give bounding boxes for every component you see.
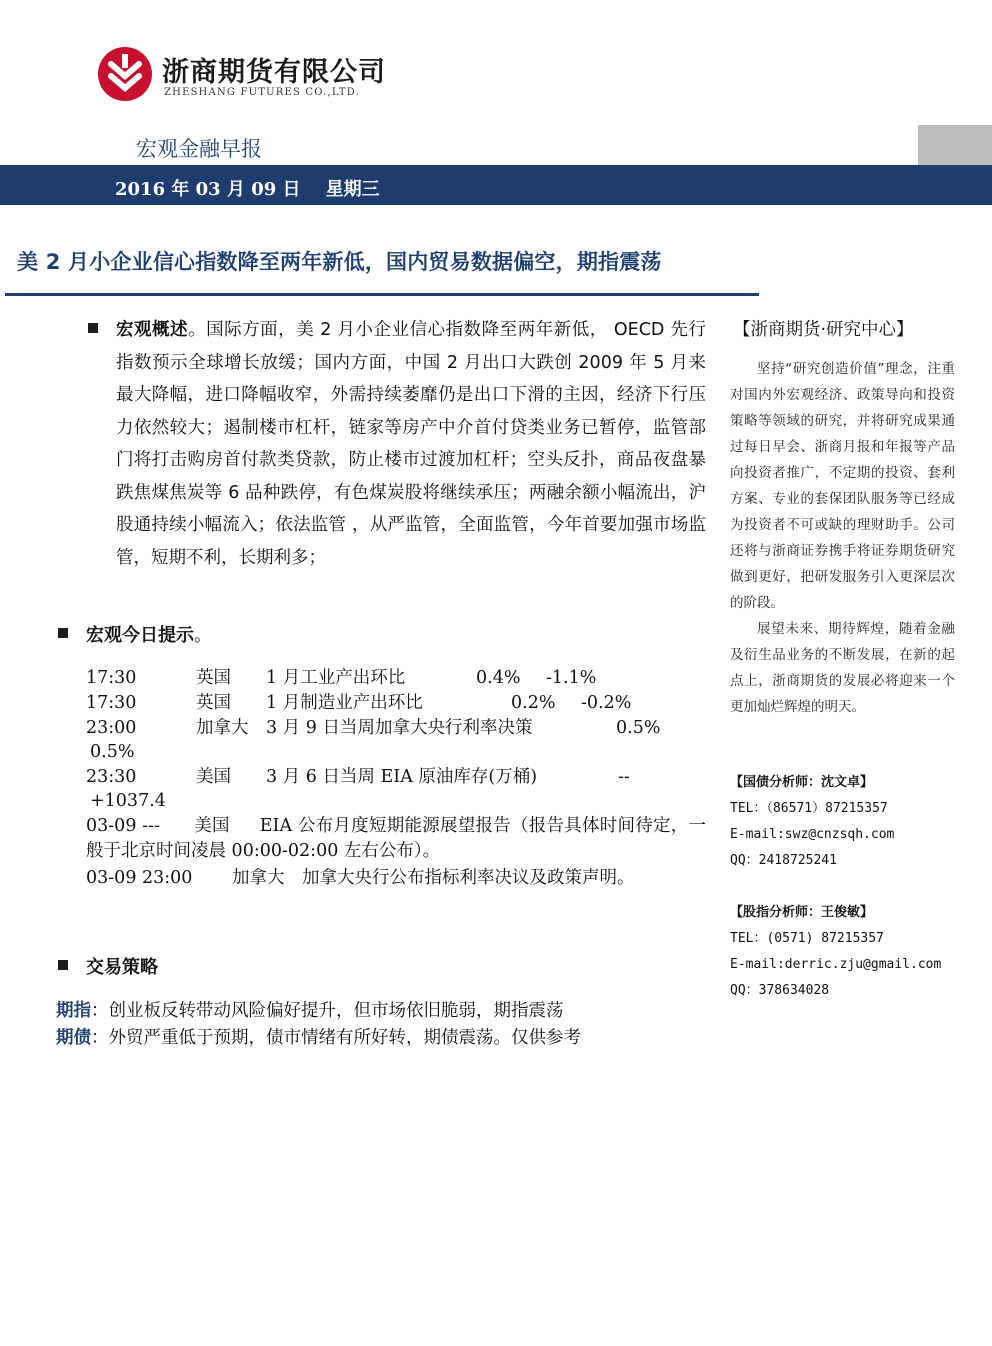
strategy-bullet xyxy=(58,960,68,970)
calendar-value: 0.5% xyxy=(616,718,661,738)
calendar-time: 23:00 xyxy=(86,718,137,738)
calendar-country: 英国 xyxy=(196,668,231,688)
header-decoration xyxy=(918,125,992,165)
strategy-text: ：外贸严重低于预期，债市情绪有所好转，期债震荡。仅供参考 xyxy=(91,1028,581,1048)
calendar-value: -0.2% xyxy=(581,693,632,713)
report-name: 宏观金融早报 xyxy=(136,137,262,161)
calendar-row xyxy=(86,716,710,765)
calendar-time: 17:30 xyxy=(86,693,137,713)
report-date: 2016 年 03 月 09 日 星期三 xyxy=(115,179,380,200)
strategy-label: 期债 xyxy=(56,1028,91,1048)
calendar-row xyxy=(86,866,710,891)
overview-text: 。国际方面，美 2 月小企业信心指数降至两年新低， OECD 先行指数预示全球增长放缓；国内方面，中国 2 月出口大跌创 2009 年 5 月来最大降幅，进口降幅收窄，外需持续萎靡仍是出口下滑的主因，经济下行压力依然较大；遏制楼市杠杆，链家等房产中介首付贷类业务已暂停，监管部门将打击购房首付款类贷款，防止楼市过渡加杠杆；空头反扑，商品夜盘暴跌焦煤焦炭等 6 品种跌停，有色煤炭股将继续承压；两融余额小幅流出，沪股通持续小幅流入；依法监管 ，从严监管，全面监管，今年首要加强市场监管，短期不利，长期利多； xyxy=(116,320,706,568)
analyst-name: 【国债分析师：沈文卓】 xyxy=(730,775,874,790)
calendar-value: 0.2% xyxy=(511,693,556,713)
headline: 美 2 月小企业信心指数降至两年新低，国内贸易数据偏空，期指震荡 xyxy=(17,250,662,274)
analyst-email[interactable]: E-mail:derric.zju@gmail.com xyxy=(730,957,942,972)
calendar-country: 加拿大 xyxy=(232,868,285,888)
strategy-text: ：创业板反转带动风险偏好提升，但市场依旧脆弱，期指震荡 xyxy=(91,1001,564,1021)
calendar-row xyxy=(86,814,710,864)
calendar-value: +1037.4 xyxy=(90,791,166,811)
macro-overview xyxy=(116,314,706,574)
strategy-item xyxy=(56,998,581,1025)
analyst-tel: TEL：(0571) 87215357 xyxy=(730,931,884,946)
company-name-cn: 浙商期货有限公司 xyxy=(162,57,386,88)
strategy-label: 期指 xyxy=(56,1001,91,1021)
calendar-time: 17:30 xyxy=(86,668,137,688)
intro-paragraph: 坚持“研究创造价值”理念，注重对国内外宏观经济、政策导向和投资策略等领域的研究，并将研究成果通过每日早会、浙商月报和年报等产品向投资者推广，不定期的投资、套利方案、专业的套保团队服务等已经成为投资者不可或缺的理财助手。公司还将与浙商证券携手将证券期货研究做到更好，把研发服务引入更深层次的阶段。 xyxy=(730,361,955,611)
calendar-value: -- xyxy=(618,767,630,787)
calendar-time: 03-09 --- xyxy=(86,816,161,836)
analyst-qq: QQ：2418725241 xyxy=(730,853,837,868)
analyst-card xyxy=(730,900,941,1004)
calendar-time: 03-09 23:00 xyxy=(86,868,193,888)
calendar-event: 3 月 6 日当周 EIA 原油库存(万桶) xyxy=(266,767,538,787)
analyst-name: 【股指分析师：王俊敏】 xyxy=(730,905,874,920)
calendar-country: 英国 xyxy=(196,693,231,713)
strategy-item xyxy=(56,1025,581,1052)
calendar-country: 美国 xyxy=(196,767,231,787)
strategy-title: 交易策略 xyxy=(86,957,158,978)
overview-bullet xyxy=(88,323,98,333)
analyst-email[interactable]: E-mail:swz@cnzsqh.com xyxy=(730,827,895,842)
analyst-card xyxy=(730,770,894,874)
calendar-row xyxy=(86,765,710,814)
overview-lead: 宏观概述 xyxy=(116,320,189,340)
headline-divider xyxy=(5,293,759,296)
analyst-qq: QQ：378634028 xyxy=(730,983,830,998)
calendar-country: 美国 xyxy=(194,816,230,836)
economic-calendar xyxy=(86,666,710,891)
calendar-country: 加拿大 xyxy=(196,718,249,738)
calendar-value: 0.4% xyxy=(476,668,521,688)
calendar-row xyxy=(86,666,710,691)
research-center-intro xyxy=(730,356,955,720)
calendar-row xyxy=(86,691,710,716)
calendar-event: 3 月 9 日当周加拿大央行利率决策 xyxy=(266,718,533,738)
analyst-tel: TEL：（86571）87215357 xyxy=(730,801,888,816)
calendar-event: EIA 公布月度短期能源展望报告（报告具体时间待定，一般于北京时间凌晨 00:00-02:00 左右公布）。 xyxy=(86,816,706,861)
calendar-event: 1 月制造业产出环比 xyxy=(266,693,423,713)
strategy-list xyxy=(56,998,581,1052)
calendar-value: 0.5% xyxy=(90,742,135,762)
today-title-suffix: 。 xyxy=(194,625,212,646)
calendar-event: 1 月工业产出环比 xyxy=(266,668,406,688)
today-title xyxy=(86,621,212,647)
calendar-value: -1.1% xyxy=(546,668,597,688)
intro-paragraph: 展望未来、期待辉煌，随着金融及衍生品业务的不断发展，在新的起点上，浙商期货的发展必将迎来一个更加灿烂辉煌的明天。 xyxy=(730,621,955,715)
calendar-event: 加拿大央行公布指标利率决议及政策声明。 xyxy=(302,868,635,888)
calendar-time: 23:30 xyxy=(86,767,137,787)
today-title-text: 宏观今日提示 xyxy=(86,625,194,646)
research-center-heading: 【浙商期货·研究中心】 xyxy=(733,320,914,340)
today-bullet xyxy=(58,628,68,638)
company-logo-icon xyxy=(97,46,153,102)
company-name-en: ZHESHANG FUTURES CO.,LTD. xyxy=(164,87,360,98)
